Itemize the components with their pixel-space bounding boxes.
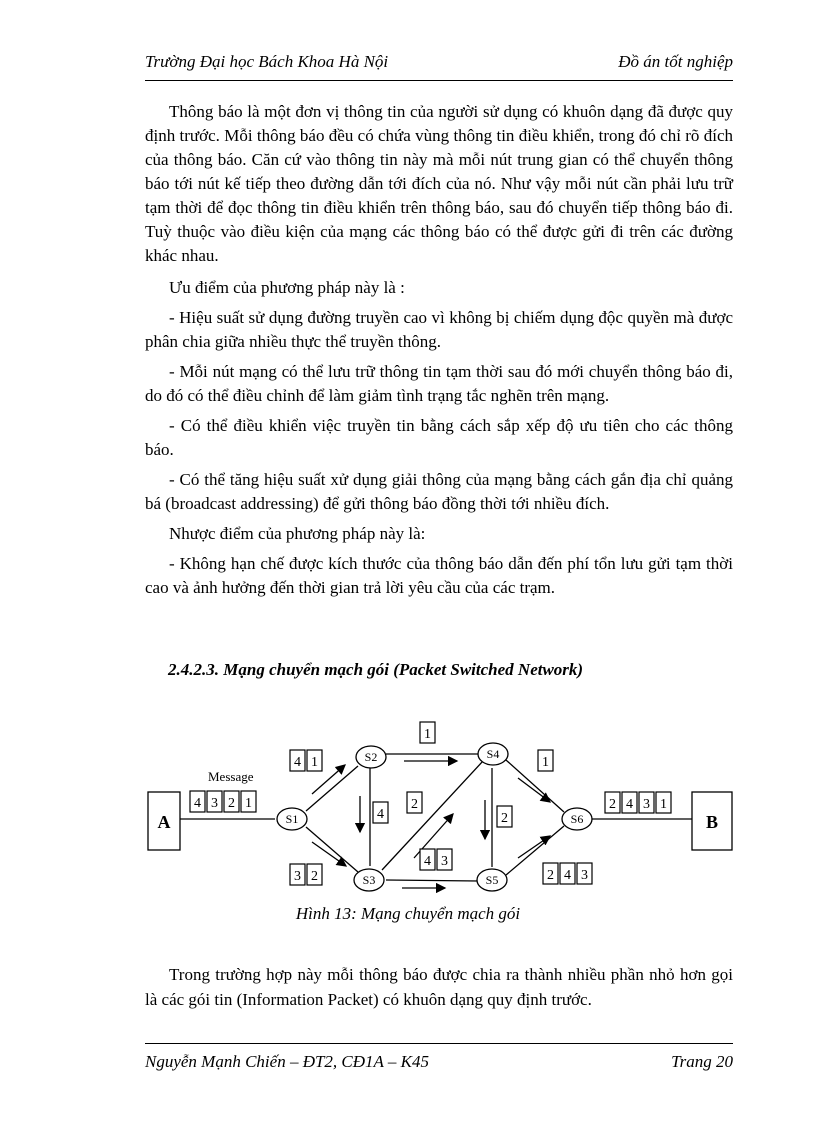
packet-label: 3 [211,796,218,811]
footer-author: Nguyễn Mạnh Chiến – ĐT2, CĐ1A – K45 [145,1052,429,1071]
link-s3-s5 [386,880,478,881]
list-item-advantage-3: - Có thể điều khiển việc truyền tin bằng cách sắp xếp độ ưu tiên cho các thông báo. [145,416,733,459]
packet-label: 4 [294,755,301,770]
packet-group-s3-s4 [407,792,422,813]
list-item-advantage-2: - Mỗi nút mạng có thể lưu trữ thông tin tạm thời sau đó mới chuyển thông báo đi, do đó có thể điều chỉnh để làm giảm tình trạng tắc nghẽn trên mạng. [145,362,733,405]
packet-group-s2-s3 [373,802,388,823]
list-item-disadvantage-1: - Không hạn chế được kích thước của thông báo dẫn đến phí tổn lưu gửi tạm thời cao và ảnh hưởng đến thời gian trả lời yêu cầu của các trạm. [145,554,733,597]
arrow-s4-s6 [518,778,550,802]
host-b-label: B [705,812,719,832]
packet-group-s4-s6 [538,750,553,771]
node-s2-label: S2 [364,750,378,764]
packet-group-message [190,791,256,812]
packet-label: 2 [411,797,418,812]
footer-page-number: Trang 20 [671,1052,733,1071]
packet-label: 1 [424,727,431,742]
link-s4-s6 [506,760,564,812]
packet-group-s5-s6 [543,863,592,884]
list-item-advantage-4: - Có thể tăng hiệu suất xử dụng giải thông của mạng bằng cách gắn địa chỉ quảng bá (broadcast addressing) để gửi thông báo đồng thời tới nhiều đích. [145,470,733,513]
node-s4-label: S4 [486,747,500,761]
packet-label: 1 [660,797,667,812]
page-footer [145,1043,733,1074]
arrow-s1-s3 [312,842,346,866]
packet-label: 4 [626,797,633,812]
header-university: Trường Đại học Bách Khoa Hà Nội [145,52,389,71]
node-s3-label: S3 [362,873,376,887]
packet-group-s2-s4 [420,722,435,743]
link-s1-s2 [306,766,358,811]
page-header [145,50,733,81]
packet-group-s1-s3 [290,864,322,885]
packet-label: 4 [377,807,384,822]
packet-label: 1 [245,796,252,811]
packet-label: 4 [424,854,431,869]
header-doc-type: Đồ án tốt nghiệp [618,52,733,71]
paragraph-disadvantages-title: Nhược điểm của phương pháp này là: [169,524,426,543]
packet-label: 2 [228,796,235,811]
packet-label: 2 [501,811,508,826]
figure-caption: Hình 13: Mạng chuyển mạch gói [295,904,521,923]
packet-label: 4 [564,868,571,883]
closing-text [145,962,733,1012]
body-text [145,100,733,606]
packet-label: 3 [441,854,448,869]
arrow-s5-s6 [518,836,550,858]
packet-label: 1 [311,755,318,770]
packet-switched-network-diagram [140,716,740,896]
packet-label: 2 [547,868,554,883]
list-item-advantage-1: - Hiệu suất sử dụng đường truyền cao vì không bị chiếm dụng độc quyền mà được phân chia giữa nhiều thực thể truyền thông. [145,308,733,351]
host-a-label: A [157,812,171,832]
packet-label: 3 [294,869,301,884]
packet-label: 2 [311,869,318,884]
packet-label: 2 [609,797,616,812]
packet-label: 3 [581,868,588,883]
packet-group-at-b [605,792,671,813]
packet-group-s1-s2 [290,750,322,771]
node-s5-label: S5 [485,873,499,887]
paragraph-closing: Trong trường hợp này mỗi thông báo được chia ra thành nhiều phần nhỏ hơn gọi là các gói tin (Information Packet) có khuôn dạng quy định trước. [145,965,733,1009]
packet-label: 1 [542,755,549,770]
node-s1-label: S1 [285,812,299,826]
packet-label: 4 [194,796,201,811]
network-links [180,754,692,881]
node-s6-label: S6 [570,812,584,826]
packet-label: 3 [643,797,650,812]
section-heading: 2.4.2.3. Mạng chuyển mạch gói (Packet Switched Network) [168,660,584,679]
packet-group-s3-s5 [420,849,452,870]
paragraph-advantages-title: Ưu điểm của phương pháp này là : [169,278,405,297]
packet-group-s4-s5 [497,806,512,827]
message-label: Message [208,769,254,784]
paragraph-intro: Thông báo là một đơn vị thông tin của người sử dụng có khuôn dạng đã được quy định trước. Mỗi thông báo đều có chứa vùng thông tin điều khiển, trong đó chỉ rõ đích của thông báo. Căn cứ vào thông tin này mà mỗi nút trung gian có thể chuyển thông báo tới nút kế tiếp theo đường dẫn tới đích của nó. Như vậy mỗi nút cần phải lưu trữ tạm thời để đọc thông tin điều khiển trên thông báo, sau đó chuyển tiếp thông báo đi. Tuỳ thuộc vào điều kiện của mạng các thông báo có thể được gửi đi trên các đường khác nhau. [145,102,733,265]
